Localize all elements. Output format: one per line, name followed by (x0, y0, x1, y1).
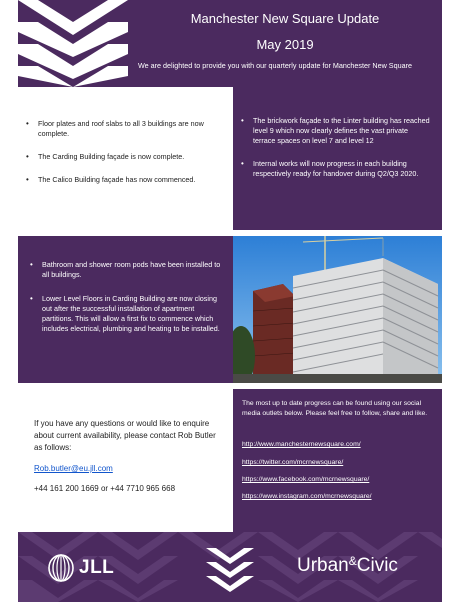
website-link[interactable]: http://www.manchesternewsquare.com/ (242, 441, 361, 448)
update-block-1 (18, 87, 233, 230)
social-intro: The most up to date progress can be found using our social media outlets below. Please feel free to follow, share and like. (242, 400, 428, 417)
list-item: • The Calico Building façade has now commenced. (26, 175, 223, 185)
jll-logo-text: JLL (79, 557, 115, 578)
footer-banner (18, 532, 442, 602)
jll-logo (46, 551, 114, 585)
facebook-link[interactable]: https://www.facebook.com/mcrnewsquare/ (242, 476, 370, 483)
contact-phone: +44 161 200 1669 or +44 7710 965 668 (34, 484, 176, 493)
intro-text: We are delighted to provide you with our quarterly update for Manchester New Square (138, 61, 412, 70)
header-banner (18, 0, 442, 87)
urban-civic-logo-text-1: Urban (297, 555, 349, 576)
contact-question: If you have any questions or would like to enquire about current availability, please contact Rob Butler as follows: (34, 419, 216, 452)
list-item: • Internal works will now progress in each building respectively ready for handover during Q2/Q3 2020. (241, 159, 430, 179)
construction-photo (233, 236, 442, 383)
jll-logo-icon (46, 553, 76, 583)
building-image (233, 236, 442, 383)
urban-civic-logo (297, 555, 398, 577)
urban-civic-logo-amp: & (348, 554, 357, 568)
list-item: • The brickwork façade to the Linter building has reached level 9 which now clearly defines the vast private terrace spaces on level 7 and level 12 (241, 116, 430, 146)
list-item: • Floor plates and roof slabs to all 3 buildings are now complete. (26, 119, 223, 139)
list-item: • Lower Level Floors in Carding Building are now closing out after the successful installation of apartment partitions. This will allow a first fix to commence which includes electrical, plumbing and heating to be installed. (30, 294, 221, 334)
list-item: • The Carding Building façade is now complete. (26, 152, 223, 162)
instagram-link[interactable]: https://www.instagram.com/mcrnewsquare/ (242, 493, 372, 500)
page-date: May 2019 (256, 37, 314, 52)
social-block (233, 389, 442, 532)
twitter-link[interactable]: https://twitter.com/mcrnewsquare/ (242, 459, 344, 466)
contact-block (18, 389, 233, 532)
newsletter-page (18, 0, 442, 602)
urban-civic-logo-text-2: Civic (356, 555, 398, 576)
update-block-2 (233, 87, 442, 230)
chevron-mark-icon (206, 544, 254, 592)
update-list-2 (233, 87, 442, 179)
contact-email-link[interactable]: Rob.butler@eu.jll.com (34, 464, 113, 473)
page-title: Manchester New Square Update (190, 11, 380, 26)
update-block-3 (18, 236, 233, 383)
list-item: • Bathroom and shower room pods have been installed to all buildings. (30, 260, 221, 280)
update-list-3 (18, 236, 233, 334)
chevron-pattern-icon (18, 0, 128, 87)
update-list-1 (18, 87, 233, 185)
